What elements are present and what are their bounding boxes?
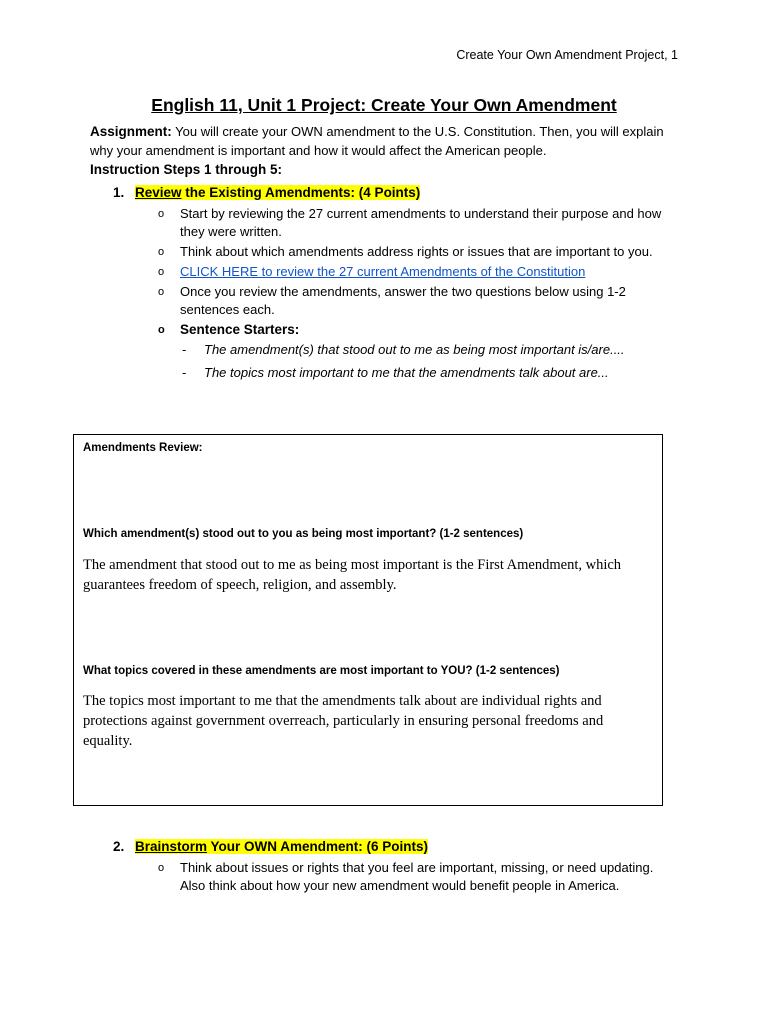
sentence-starter-text: The amendment(s) that stood out to me as being most important is/are....	[204, 342, 625, 357]
bullet-text: Start by reviewing the 27 current amendments to understand their purpose and how they were written.	[180, 206, 662, 239]
step-1-highlight	[135, 185, 420, 200]
question-2: What topics covered in these amendments are most important to YOU? (1-2 sentences)	[83, 665, 560, 677]
document-title: English 11, Unit 1 Project: Create Your Own Amendment	[151, 95, 617, 115]
step-2-bullet-list	[158, 859, 678, 897]
step-1-rest: the Existing Amendments: (4 Points)	[181, 185, 421, 200]
sentence-starters-label: Sentence Starters:	[180, 322, 300, 337]
bullet-text: Think about issues or rights that you feel are important, missing, or need updating. Also think about how your new amendment would benefit people in America.	[180, 860, 654, 893]
list-item	[158, 205, 678, 241]
list-item	[158, 283, 678, 319]
assignment-paragraph	[90, 122, 670, 160]
bullet-text: Think about which amendments address rights or issues that are important to you.	[180, 244, 653, 259]
list-item	[158, 243, 678, 261]
bullet-marker: o	[158, 324, 165, 336]
bullet-marker: o	[158, 862, 165, 874]
instructions-heading: Instruction Steps 1 through 5:	[90, 162, 283, 177]
bullet-text: Once you review the amendments, answer the two questions below using 1-2 sentences each.	[180, 284, 626, 317]
answer-2[interactable]: The topics most important to me that the amendments talk about are individual rights and protections against government overreach, particularly in ensuring personal freedoms and equality.	[83, 693, 604, 749]
step-2-highlight	[135, 839, 428, 854]
dash-marker: -	[182, 342, 187, 357]
bullet-marker: o	[158, 246, 165, 258]
step-2-rest: Your OWN Amendment: (6 Points)	[207, 839, 429, 854]
list-item	[158, 859, 678, 895]
sentence-starter-item	[158, 364, 678, 382]
step-2-number: 2.	[113, 839, 125, 854]
step-1-number: 1.	[113, 185, 125, 200]
running-head: Create Your Own Amendment Project, 1	[456, 48, 678, 62]
review-box-heading: Amendments Review:	[83, 442, 203, 454]
question-1: Which amendment(s) stood out to you as being most important? (1-2 sentences)	[83, 528, 524, 540]
step-1-bullet-list	[158, 205, 678, 387]
list-item	[158, 321, 678, 339]
sentence-starter-item	[158, 341, 678, 359]
step-2-verb: Brainstorm	[135, 839, 208, 854]
bullet-marker: o	[158, 208, 165, 220]
step-2-heading	[113, 839, 428, 854]
amendments-review-box	[73, 434, 663, 806]
bullet-marker: o	[158, 266, 165, 278]
assignment-text: You will create your OWN amendment to the U.S. Constitution. Then, you will explain why your amendment is important and how it would affect the American people.	[90, 124, 664, 158]
assignment-label: Assignment:	[90, 124, 172, 139]
step-1-heading	[113, 185, 420, 200]
dash-marker: -	[182, 365, 187, 380]
list-item	[158, 263, 678, 281]
sentence-starter-text: The topics most important to me that the amendments talk about are...	[204, 365, 609, 380]
amendments-link[interactable]: CLICK HERE to review the 27 current Amendments of the Constitution	[180, 264, 586, 279]
step-1-verb: Review	[135, 185, 182, 200]
bullet-marker: o	[158, 286, 165, 298]
answer-1[interactable]: The amendment that stood out to me as being most important is the First Amendment, which guarantees freedom of speech, religion, and assembly.	[83, 557, 622, 593]
